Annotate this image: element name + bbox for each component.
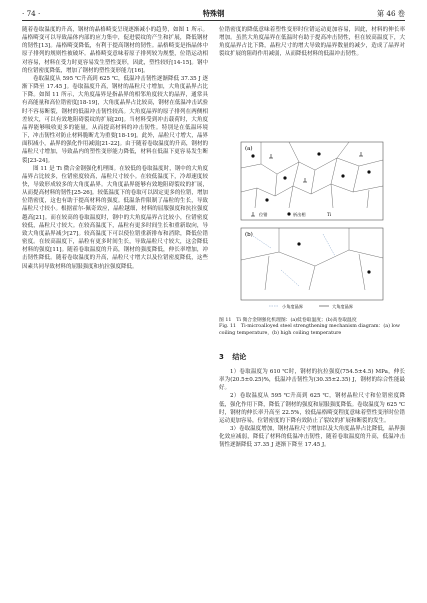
right-column-top (219, 26, 405, 138)
caption-chinese: 图 11 Ti 微合金钢强化机理图：(a)低卷取温度；(b)高卷取温度 (219, 318, 357, 323)
section-heading (219, 352, 246, 362)
paragraph: 卷取温度从 595 ℃升高到 625 ℃，低温冲击韧性逐渐降低 37.35 J 逐渐下降至 17.45 J。卷取温度升高，钢材的晶粒尺寸增加，大角度晶界占比下降。如图 11 所示，大角度晶界是指晶界的相邻角度较大的晶界，通常具有高能量和高位错密度[18-19]，大角度晶界占比较高，钢材在低温冲击试验时不容易断裂，钢材的低温冲击韧性较高。大角度晶界的原子排列在两侧相差较大，可以有效地阻碍裂纹的扩展[20]。当材料受到冲击载荷时，大角度晶界能够吸收更多的能量，从而提高材料的冲击韧性。特别是在低温环境下，冲击韧性对防止材料脆断尤为重要[18-19]。此外，晶粒尺寸增大，晶界面积减小，晶界的强化作用减弱[21-22]。由于随着卷取温度的升高，钢材的晶粒尺寸增加，导致晶内的塑性变形能力降低，材料在低温下更容易发生断裂[23-24]。 (22, 75, 208, 164)
conclusion-item: 1）卷取温度为 610 ℃时，钢材的抗拉强度(754.5±4.5) MPa，伸长率为(20.5±0.25)%，低温冲击韧性为(30.35±2.35) J，钢材的综合性能最好。 (219, 369, 405, 392)
legend-high-angle: 大角度晶界 (332, 304, 353, 309)
conclusion-item: 2）卷取温度从 595 ℃升高到 625 ℃，钢材晶粒尺寸和位错密度降低，强化作用下降，降低了钢材的强度和屈服强度降低。卷取温度为 625 ℃时，钢材的伸长率升高至 22.5%，较低晶格畸变程度意味着塑性变形时位错运动更加容易，位错密度的下降有效防止了裂纹的扩展和断裂的发生。 (219, 393, 405, 424)
paragraph: 位错密度的降低意味着塑性变形时位错运动更加容易，因此，材料的伸长率增加。虽然大角度晶界在低温时有助于提高冲击韧性，但在较高温度下，大角度晶界占比下降，晶粒尺寸的增大导致的晶界数量的减少，造成了晶界对裂纹扩展的阻碍作用减弱，从而降低材料的低温冲击韧性。 (219, 27, 405, 58)
journal-title: 特殊钢 (202, 9, 225, 18)
panel-a-label: (a) (245, 146, 253, 152)
page-number: · 74 · (22, 9, 41, 18)
legend-dislocation: 位错 (259, 212, 268, 217)
panel-b-frame (241, 228, 383, 300)
legend-low-angle: 小角度晶界 (282, 304, 303, 309)
paragraph: 随着卷取温度的升高，钢材的晶格畸变呈现逐渐减小的趋势，如图 1 所示。晶格畸变可以导致晶体内部的应力集中，促进裂纹的产生和扩展，降低钢材的韧性[13]。晶格畸变降低，有利于提高钢材的韧性。晶格畸变是指晶体中原子排列的规则性被破坏。晶格畸变意味着原子排列较为规整，位错运动相对容易，材料在受力时更容易发生塑性变形，因此，塑性较好[14-15]。钢中的位错密度降低，增加了钢材的塑性变形能力[16]。 (22, 27, 208, 74)
section-number: 3 (219, 353, 224, 361)
running-header (22, 8, 405, 21)
section-title: 结论 (232, 353, 247, 361)
volume-number: 第 46 卷 (376, 9, 405, 18)
conclusions (219, 368, 405, 450)
caption-english: Fig. 11 Ti-microalloyed steel strengthening mechanism diagram：(a) low coiling temperature，(b) high coiling temperature (219, 324, 400, 336)
mechanism-diagram (219, 140, 405, 310)
figure-caption (219, 318, 405, 337)
legend-precipitate: 析出相 (293, 212, 306, 217)
legend-ti: Ti (327, 212, 332, 217)
panel-a-frame (241, 142, 383, 220)
panel-b-label: (b) (245, 232, 253, 238)
paragraph: 图 11 是 Ti 微合金钢强化机理图。在较低的卷取温度时，钢中的大角度晶界占比较多，位错密度较高，晶粒尺寸较小。在较低温度下，冷却速度较快，导致形成较多的大角度晶界。大角度晶界能够有效地阻碍裂纹的扩展，从而提高材料的韧性[25-26]。较低温度下的卷取可以固定更多的位错，增加位错密度，这也有助于提高材料的强度。低温条件限制了晶粒的生长，导致晶粒尺寸较小。根据霍尔-佩奇效应，晶粒越细，材料的屈服强度和抗拉强度越高[21]。而在较高的卷取温度时，钢中的大角度晶界占比较小，位错密度较低，晶粒尺寸较大。在较高温度下，晶粒有更多时间生长和重新取向，导致大角度晶界减少[27]。较高温度下可以使位错重新排布和消除，降低位错密度。在较高温度下，晶粒有更多时间生长，导致晶粒尺寸较大，这会降低材料的强度[11]。随着卷取温度的升高，钢材的强度降低，伸长率增加，冲击韧性降低。随着卷取温度的升高，晶粒尺寸增大以及位错密度降低，这些因素共同导致材料的屈服强度和抗拉强度降低。 (22, 165, 208, 270)
left-column (22, 26, 208, 271)
figure-11 (219, 140, 405, 310)
legend-b (269, 303, 354, 310)
conclusion-item: 3）卷取温度增加，钢材晶粒尺寸增加以及大角度晶界占比降低，晶界强化效应减弱，降低了材料的低温冲击韧性，随着卷取温度的升高，低温冲击韧性逐渐降低 37.35 J 逐渐下降至 17.45 J。 (219, 426, 405, 449)
